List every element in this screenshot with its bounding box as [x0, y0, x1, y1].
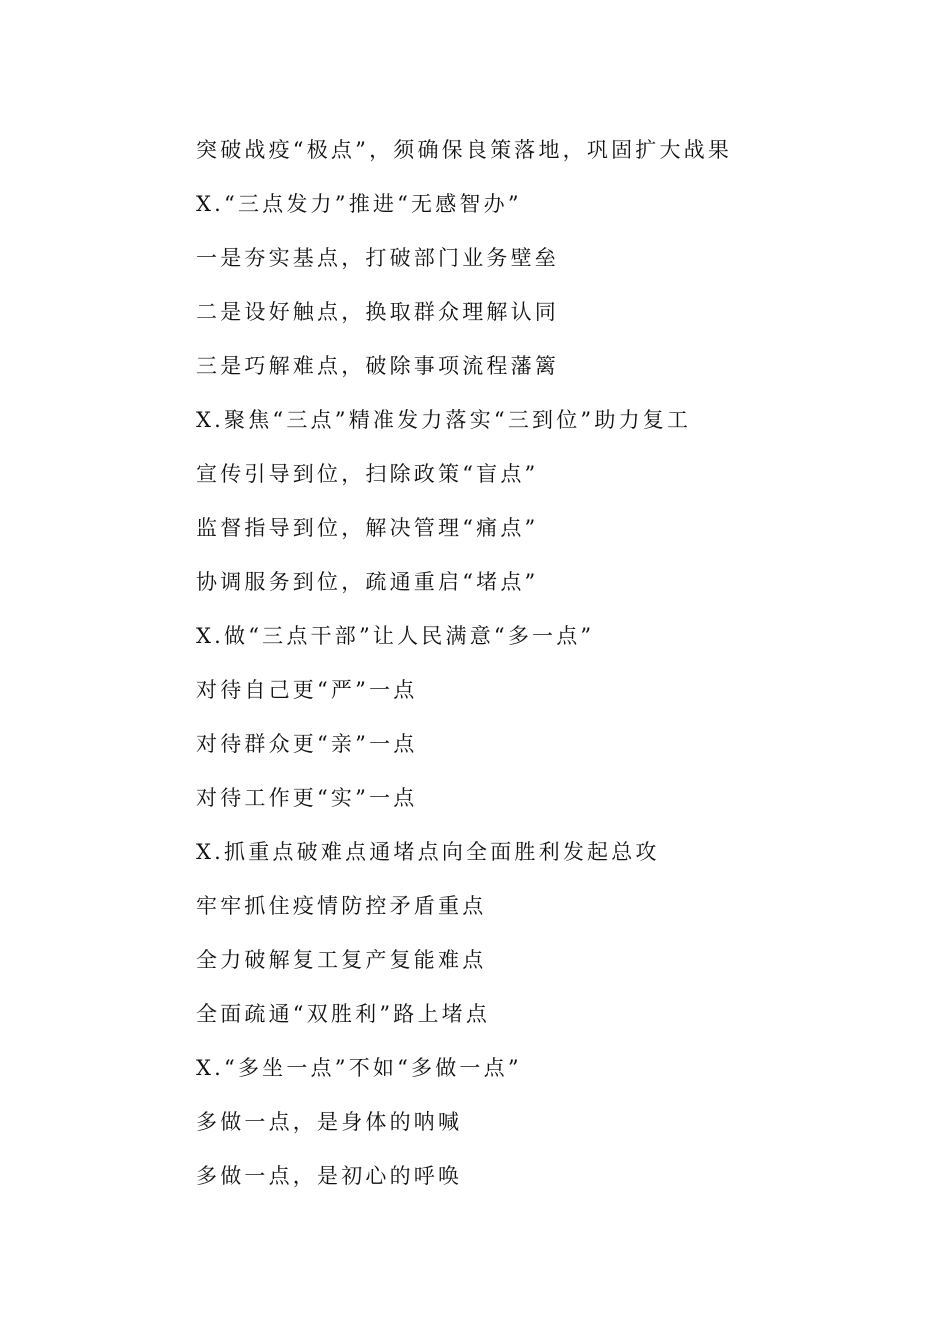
section-heading: X.“三点发力”推进“无感智办” [196, 192, 522, 216]
text-line: 监督指导到位，解决管理“痛点” [196, 516, 539, 540]
text-line: 二是设好触点，换取群众理解认同 [196, 300, 559, 324]
section-heading: X.“多坐一点”不如“多做一点” [196, 1056, 522, 1080]
text-line: 多做一点，是初心的呼唤 [196, 1164, 463, 1188]
section-heading: X.聚焦“三点”精准发力落实“三到位”助力复工 [196, 408, 692, 432]
text-line: 多做一点，是身体的呐喊 [196, 1110, 463, 1134]
text-line: 对待群众更“亲”一点 [196, 732, 418, 756]
section-heading: X.抓重点破难点通堵点向全面胜利发起总攻 [196, 840, 660, 864]
text-line: 对待工作更“实”一点 [196, 786, 418, 810]
text-line: 全力破解复工复产复能难点 [196, 948, 487, 972]
text-line: 协调服务到位，疏通重启“堵点” [196, 570, 539, 594]
text-line: 突破战疫“极点”，须确保良策落地，巩固扩大战果 [196, 138, 733, 162]
text-line: 宣传引导到位，扫除政策“盲点” [196, 462, 539, 486]
text-line: 牢牢抓住疫情防控矛盾重点 [196, 894, 487, 918]
document-body [196, 130, 896, 1210]
text-line: 对待自己更“严”一点 [196, 678, 418, 702]
text-line: 三是巧解难点，破除事项流程藩篱 [196, 354, 559, 378]
text-line: 一是夯实基点，打破部门业务壁垒 [196, 246, 559, 270]
text-line: 全面疏通“双胜利”路上堵点 [196, 1002, 491, 1026]
section-heading: X.做“三点干部”让人民满意“多一点” [196, 624, 595, 648]
